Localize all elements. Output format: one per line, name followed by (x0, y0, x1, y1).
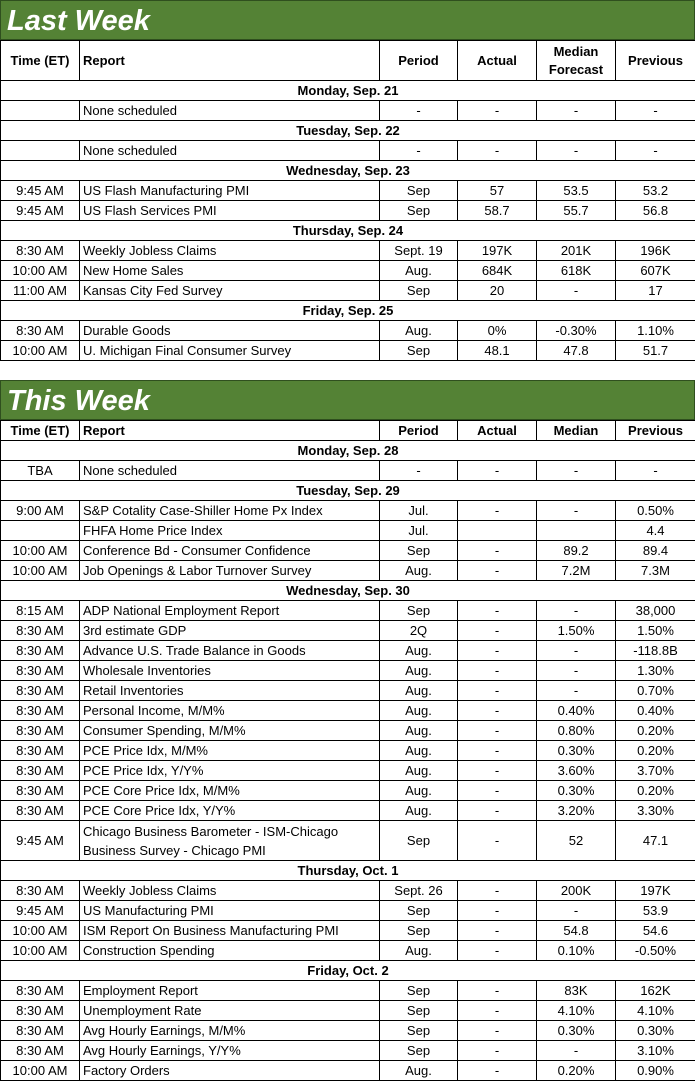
forecast-cell: - (537, 901, 616, 921)
time-cell: 9:45 AM (1, 901, 80, 921)
forecast-cell: 83K (537, 981, 616, 1001)
period-cell: - (380, 461, 458, 481)
forecast-cell: - (537, 281, 616, 301)
forecast-cell: 7.2M (537, 561, 616, 581)
report-cell: Personal Income, M/M% (80, 701, 380, 721)
forecast-cell: 0.80% (537, 721, 616, 741)
time-cell: 8:30 AM (1, 1041, 80, 1061)
day-label: Tuesday, Sep. 29 (1, 481, 695, 501)
period-cell: Aug. (380, 801, 458, 821)
actual-cell: 0% (458, 321, 537, 341)
actual-cell: - (458, 101, 537, 121)
actual-cell: - (458, 1021, 537, 1041)
forecast-cell: - (537, 1041, 616, 1061)
period-cell: Sep (380, 901, 458, 921)
time-cell: 10:00 AM (1, 261, 80, 281)
previous-cell: 1.10% (616, 321, 695, 341)
report-cell: None scheduled (80, 461, 380, 481)
actual-cell: - (458, 881, 537, 901)
report-cell: PCE Core Price Idx, Y/Y% (80, 801, 380, 821)
previous-cell: - (616, 461, 695, 481)
period-cell: Aug. (380, 321, 458, 341)
period-cell: - (380, 141, 458, 161)
table-row (1, 501, 695, 521)
period-cell: Sep (380, 341, 458, 361)
table-row (1, 881, 695, 901)
time-cell: 8:30 AM (1, 321, 80, 341)
day-header-row (1, 961, 695, 981)
table-row (1, 761, 695, 781)
previous-cell: 196K (616, 241, 695, 261)
col-previous-header: Previous (616, 41, 695, 81)
table-row (1, 1021, 695, 1041)
report-cell: US Flash Services PMI (80, 201, 380, 221)
actual-cell: - (458, 601, 537, 621)
report-cell: PCE Price Idx, Y/Y% (80, 761, 380, 781)
actual-cell: - (458, 561, 537, 581)
time-cell: 10:00 AM (1, 541, 80, 561)
previous-cell: 0.90% (616, 1061, 695, 1081)
report-cell: US Flash Manufacturing PMI (80, 181, 380, 201)
period-cell: Jul. (380, 501, 458, 521)
report-cell: ISM Report On Business Manufacturing PMI (80, 921, 380, 941)
actual-cell: - (458, 941, 537, 961)
col-forecast-header: Median Forecast (537, 41, 616, 81)
report-cell: Durable Goods (80, 321, 380, 341)
previous-cell: 3.70% (616, 761, 695, 781)
forecast-cell (537, 521, 616, 541)
col-period-header: Period (380, 41, 458, 81)
forecast-cell: - (537, 681, 616, 701)
table-row (1, 561, 695, 581)
report-cell: Consumer Spending, M/M% (80, 721, 380, 741)
actual-cell: - (458, 141, 537, 161)
table-row (1, 321, 695, 341)
actual-cell: 197K (458, 241, 537, 261)
period-cell: Aug. (380, 1061, 458, 1081)
previous-cell: 53.9 (616, 901, 695, 921)
period-cell: Sep (380, 281, 458, 301)
previous-cell: 0.20% (616, 721, 695, 741)
period-cell: Sep (380, 921, 458, 941)
table-row (1, 661, 695, 681)
previous-cell: 51.7 (616, 341, 695, 361)
day-label: Wednesday, Sep. 23 (1, 161, 695, 181)
previous-cell: 3.30% (616, 801, 695, 821)
time-cell: 9:45 AM (1, 181, 80, 201)
table-row (1, 181, 695, 201)
report-cell: FHFA Home Price Index (80, 521, 380, 541)
previous-cell: 0.30% (616, 1021, 695, 1041)
actual-cell: - (458, 801, 537, 821)
report-cell: Retail Inventories (80, 681, 380, 701)
forecast-cell: 55.7 (537, 201, 616, 221)
last-week-body (1, 81, 695, 361)
table-row (1, 201, 695, 221)
forecast-cell: 0.30% (537, 781, 616, 801)
table-row (1, 521, 695, 541)
col-time-header: Time (ET) (1, 421, 80, 441)
forecast-cell: 52 (537, 821, 616, 861)
table-row (1, 601, 695, 621)
forecast-cell: - (537, 101, 616, 121)
period-cell: Sep (380, 541, 458, 561)
this-week-table (0, 420, 695, 1081)
previous-cell: - (616, 141, 695, 161)
time-cell: 8:30 AM (1, 981, 80, 1001)
col-actual-header: Actual (458, 421, 537, 441)
period-cell: Sept. 19 (380, 241, 458, 261)
day-label: Thursday, Sep. 24 (1, 221, 695, 241)
forecast-cell: - (537, 601, 616, 621)
previous-cell: 3.10% (616, 1041, 695, 1061)
time-cell: 8:30 AM (1, 801, 80, 821)
section-spacer (0, 361, 695, 380)
report-cell: Job Openings & Labor Turnover Survey (80, 561, 380, 581)
forecast-cell: 53.5 (537, 181, 616, 201)
period-cell: Aug. (380, 941, 458, 961)
actual-cell: - (458, 721, 537, 741)
last-week-banner: Last Week (0, 0, 695, 40)
time-cell: 8:30 AM (1, 1001, 80, 1021)
table-row (1, 801, 695, 821)
actual-cell: - (458, 501, 537, 521)
previous-cell: 53.2 (616, 181, 695, 201)
table-row (1, 1001, 695, 1021)
report-cell: Advance U.S. Trade Balance in Goods (80, 641, 380, 661)
time-cell: 8:30 AM (1, 741, 80, 761)
actual-cell: - (458, 981, 537, 1001)
report-cell: ADP National Employment Report (80, 601, 380, 621)
previous-cell: 89.4 (616, 541, 695, 561)
report-cell: Unemployment Rate (80, 1001, 380, 1021)
table-row (1, 721, 695, 741)
forecast-cell: 618K (537, 261, 616, 281)
report-cell: New Home Sales (80, 261, 380, 281)
actual-cell (458, 521, 537, 541)
previous-cell: 0.20% (616, 741, 695, 761)
day-header-row (1, 441, 695, 461)
actual-cell: - (458, 541, 537, 561)
actual-cell: - (458, 1041, 537, 1061)
actual-cell: 48.1 (458, 341, 537, 361)
report-cell: Kansas City Fed Survey (80, 281, 380, 301)
period-cell: 2Q (380, 621, 458, 641)
time-cell: 8:30 AM (1, 881, 80, 901)
forecast-cell: -0.30% (537, 321, 616, 341)
table-row (1, 281, 695, 301)
time-cell: 8:30 AM (1, 641, 80, 661)
this-week-banner: This Week (0, 380, 695, 420)
time-cell: 8:30 AM (1, 241, 80, 261)
forecast-cell: 3.20% (537, 801, 616, 821)
day-label: Thursday, Oct. 1 (1, 861, 695, 881)
day-label: Monday, Sep. 28 (1, 441, 695, 461)
time-cell (1, 141, 80, 161)
actual-cell: - (458, 661, 537, 681)
previous-cell: 47.1 (616, 821, 695, 861)
previous-cell: -118.8B (616, 641, 695, 661)
last-week-header-row (1, 41, 695, 81)
forecast-cell: - (537, 661, 616, 681)
time-cell: 9:45 AM (1, 821, 80, 861)
table-row (1, 261, 695, 281)
time-cell: TBA (1, 461, 80, 481)
previous-cell: 7.3M (616, 561, 695, 581)
time-cell: 11:00 AM (1, 281, 80, 301)
previous-cell: 0.40% (616, 701, 695, 721)
this-week-header-row (1, 421, 695, 441)
actual-cell: - (458, 761, 537, 781)
actual-cell: - (458, 901, 537, 921)
period-cell: Aug. (380, 701, 458, 721)
actual-cell: 58.7 (458, 201, 537, 221)
previous-cell: 607K (616, 261, 695, 281)
period-cell: Sep (380, 1001, 458, 1021)
forecast-cell: 0.30% (537, 741, 616, 761)
period-cell: Jul. (380, 521, 458, 541)
report-cell: None scheduled (80, 101, 380, 121)
period-cell: Sep (380, 821, 458, 861)
time-cell: 10:00 AM (1, 341, 80, 361)
col-report-header: Report (80, 421, 380, 441)
forecast-cell: 1.50% (537, 621, 616, 641)
day-label: Friday, Oct. 2 (1, 961, 695, 981)
table-row (1, 901, 695, 921)
period-cell: Aug. (380, 261, 458, 281)
col-report-header: Report (80, 41, 380, 81)
forecast-cell: 200K (537, 881, 616, 901)
actual-cell: - (458, 641, 537, 661)
forecast-cell: 3.60% (537, 761, 616, 781)
period-cell: Aug. (380, 761, 458, 781)
report-cell: Wholesale Inventories (80, 661, 380, 681)
actual-cell: 57 (458, 181, 537, 201)
previous-cell: 56.8 (616, 201, 695, 221)
period-cell: Sep (380, 601, 458, 621)
report-cell: U. Michigan Final Consumer Survey (80, 341, 380, 361)
table-row (1, 701, 695, 721)
table-row (1, 461, 695, 481)
time-cell: 8:30 AM (1, 761, 80, 781)
table-row (1, 621, 695, 641)
time-cell: 10:00 AM (1, 921, 80, 941)
report-cell: Weekly Jobless Claims (80, 881, 380, 901)
previous-cell: 4.10% (616, 1001, 695, 1021)
day-label: Wednesday, Sep. 30 (1, 581, 695, 601)
time-cell (1, 101, 80, 121)
forecast-cell: 54.8 (537, 921, 616, 941)
time-cell: 8:30 AM (1, 681, 80, 701)
previous-cell: - (616, 101, 695, 121)
forecast-cell: 0.40% (537, 701, 616, 721)
day-header-row (1, 81, 695, 101)
forecast-cell: - (537, 461, 616, 481)
day-header-row (1, 121, 695, 141)
report-cell: None scheduled (80, 141, 380, 161)
report-cell: Weekly Jobless Claims (80, 241, 380, 261)
report-cell: Employment Report (80, 981, 380, 1001)
report-cell: Factory Orders (80, 1061, 380, 1081)
report-cell: Chicago Business Barometer - ISM-Chicago Business Survey - Chicago PMI (80, 821, 380, 861)
period-cell: Aug. (380, 661, 458, 681)
time-cell (1, 521, 80, 541)
previous-cell: 0.70% (616, 681, 695, 701)
time-cell: 9:00 AM (1, 501, 80, 521)
table-row (1, 341, 695, 361)
previous-cell: 1.30% (616, 661, 695, 681)
forecast-cell: 0.10% (537, 941, 616, 961)
table-row (1, 141, 695, 161)
period-cell: Aug. (380, 741, 458, 761)
report-cell: S&P Cotality Case-Shiller Home Px Index (80, 501, 380, 521)
table-row (1, 741, 695, 761)
forecast-cell: 201K (537, 241, 616, 261)
actual-cell: - (458, 681, 537, 701)
day-header-row (1, 161, 695, 181)
col-time-header: Time (ET) (1, 41, 80, 81)
report-cell: US Manufacturing PMI (80, 901, 380, 921)
time-cell: 9:45 AM (1, 201, 80, 221)
forecast-cell: - (537, 141, 616, 161)
actual-cell: - (458, 781, 537, 801)
time-cell: 8:30 AM (1, 701, 80, 721)
forecast-cell: - (537, 641, 616, 661)
period-cell: Sep (380, 981, 458, 1001)
period-cell: Aug. (380, 561, 458, 581)
forecast-cell: 47.8 (537, 341, 616, 361)
time-cell: 10:00 AM (1, 561, 80, 581)
day-header-row (1, 301, 695, 321)
forecast-cell: - (537, 501, 616, 521)
time-cell: 8:15 AM (1, 601, 80, 621)
table-row (1, 101, 695, 121)
actual-cell: - (458, 621, 537, 641)
actual-cell: - (458, 1061, 537, 1081)
table-row (1, 941, 695, 961)
time-cell: 8:30 AM (1, 721, 80, 741)
forecast-cell: 4.10% (537, 1001, 616, 1021)
report-cell: 3rd estimate GDP (80, 621, 380, 641)
actual-cell: 684K (458, 261, 537, 281)
col-actual-header: Actual (458, 41, 537, 81)
time-cell: 8:30 AM (1, 661, 80, 681)
report-cell: PCE Core Price Idx, M/M% (80, 781, 380, 801)
table-row (1, 981, 695, 1001)
time-cell: 8:30 AM (1, 1021, 80, 1041)
report-cell: Avg Hourly Earnings, Y/Y% (80, 1041, 380, 1061)
previous-cell: 38,000 (616, 601, 695, 621)
previous-cell: 197K (616, 881, 695, 901)
previous-cell: 1.50% (616, 621, 695, 641)
time-cell: 8:30 AM (1, 781, 80, 801)
period-cell: Sep (380, 181, 458, 201)
time-cell: 10:00 AM (1, 941, 80, 961)
actual-cell: - (458, 921, 537, 941)
actual-cell: - (458, 461, 537, 481)
forecast-cell: 0.30% (537, 1021, 616, 1041)
table-row (1, 781, 695, 801)
time-cell: 8:30 AM (1, 621, 80, 641)
report-cell: PCE Price Idx, M/M% (80, 741, 380, 761)
forecast-cell: 0.20% (537, 1061, 616, 1081)
day-label: Tuesday, Sep. 22 (1, 121, 695, 141)
forecast-cell: 89.2 (537, 541, 616, 561)
day-header-row (1, 861, 695, 881)
this-week-body (1, 441, 695, 1081)
table-row (1, 821, 695, 861)
col-forecast-header: Median (537, 421, 616, 441)
period-cell: Sep (380, 1021, 458, 1041)
previous-cell: 17 (616, 281, 695, 301)
previous-cell: 0.50% (616, 501, 695, 521)
previous-cell: 0.20% (616, 781, 695, 801)
time-cell: 10:00 AM (1, 1061, 80, 1081)
previous-cell: -0.50% (616, 941, 695, 961)
period-cell: Aug. (380, 781, 458, 801)
period-cell: Aug. (380, 721, 458, 741)
period-cell: Aug. (380, 681, 458, 701)
period-cell: Sept. 26 (380, 881, 458, 901)
day-header-row (1, 221, 695, 241)
previous-cell: 4.4 (616, 521, 695, 541)
col-period-header: Period (380, 421, 458, 441)
previous-cell: 54.6 (616, 921, 695, 941)
table-row (1, 641, 695, 661)
period-cell: Sep (380, 1041, 458, 1061)
day-header-row (1, 481, 695, 501)
actual-cell: 20 (458, 281, 537, 301)
report-cell: Construction Spending (80, 941, 380, 961)
period-cell: Aug. (380, 641, 458, 661)
actual-cell: - (458, 821, 537, 861)
table-row (1, 1041, 695, 1061)
table-row (1, 241, 695, 261)
day-label: Monday, Sep. 21 (1, 81, 695, 101)
period-cell: - (380, 101, 458, 121)
table-row (1, 541, 695, 561)
day-header-row (1, 581, 695, 601)
day-label: Friday, Sep. 25 (1, 301, 695, 321)
last-week-table (0, 40, 695, 361)
actual-cell: - (458, 1001, 537, 1021)
actual-cell: - (458, 701, 537, 721)
previous-cell: 162K (616, 981, 695, 1001)
report-cell: Conference Bd - Consumer Confidence (80, 541, 380, 561)
period-cell: Sep (380, 201, 458, 221)
table-row (1, 921, 695, 941)
actual-cell: - (458, 741, 537, 761)
table-row (1, 681, 695, 701)
report-cell: Avg Hourly Earnings, M/M% (80, 1021, 380, 1041)
col-previous-header: Previous (616, 421, 695, 441)
